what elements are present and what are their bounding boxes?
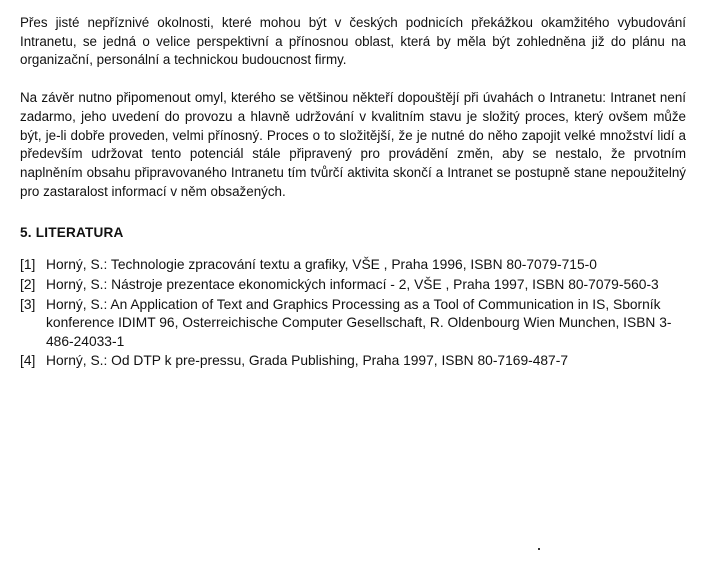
reference-text: Horný, S.: Nástroje prezentace ekonomických informací - 2, VŠE , Praha 1997, ISBN 80-7079-560-3 xyxy=(46,276,659,292)
reference-item xyxy=(20,256,686,275)
reference-text: Horný, S.: Technologie zpracování textu a grafiky, VŠE , Praha 1996, ISBN 80-7079-715-0 xyxy=(46,257,597,273)
reference-text: Horný, S.: Od DTP k pre-pressu, Grada Publishing, Praha 1997, ISBN 80-7169-487-7 xyxy=(46,353,568,369)
reference-item xyxy=(20,296,686,352)
reference-number: [2] xyxy=(20,276,36,292)
reference-list xyxy=(20,256,686,371)
paragraph-conclusion: Na závěr nutno připomenout omyl, kterého se většinou někteří dopouštějí při úvahách o Intranetu: Intranet není zadarmo, jeho uvedení do provozu a hlavně udržování v kvalitním stavu je složitý proces, který ovšem může být, je-li dobře proveden, velmi přínosný. Proces o to složitější, že je nutné do něho zapojit velké množství lidí a především udržovat tento potenciál stále připravený pro provádění změn, aby se nestalo, že prvotním naplněním obsahu připravovaného Intranetu tím tvůrčí aktivita skončí a Intranet se postupně stane nepoužitelný pro zastaralost informací v něm obsažených. xyxy=(20,90,686,199)
section-heading: 5. LITERATURA xyxy=(20,225,124,241)
reference-number: [1] xyxy=(20,257,36,273)
reference-item xyxy=(20,276,686,295)
scan-speck xyxy=(538,548,540,550)
reference-number: [3] xyxy=(20,296,36,312)
reference-text: Horný, S.: An Application of Text and Graphics Processing as a Tool of Communication in IS, Sborník konference IDIMT 96, Osterreichische Computer Gesellschaft, R. Oldenbourg Wien Munchen, ISBN 3-486-24033-1 xyxy=(46,296,672,349)
reference-number: [4] xyxy=(20,353,36,369)
reference-item xyxy=(20,352,686,371)
paragraph-intranet-prospects: Přes jisté nepříznivé okolnosti, které mohou být v českých podnicích překážkou okamžitého vybudování Intranetu, se jedná o velice perspektivní a přínosnou oblast, která by měla být zohledněna již do plánu na organizační, personální a technickou budoucnost firmy. xyxy=(20,15,686,68)
